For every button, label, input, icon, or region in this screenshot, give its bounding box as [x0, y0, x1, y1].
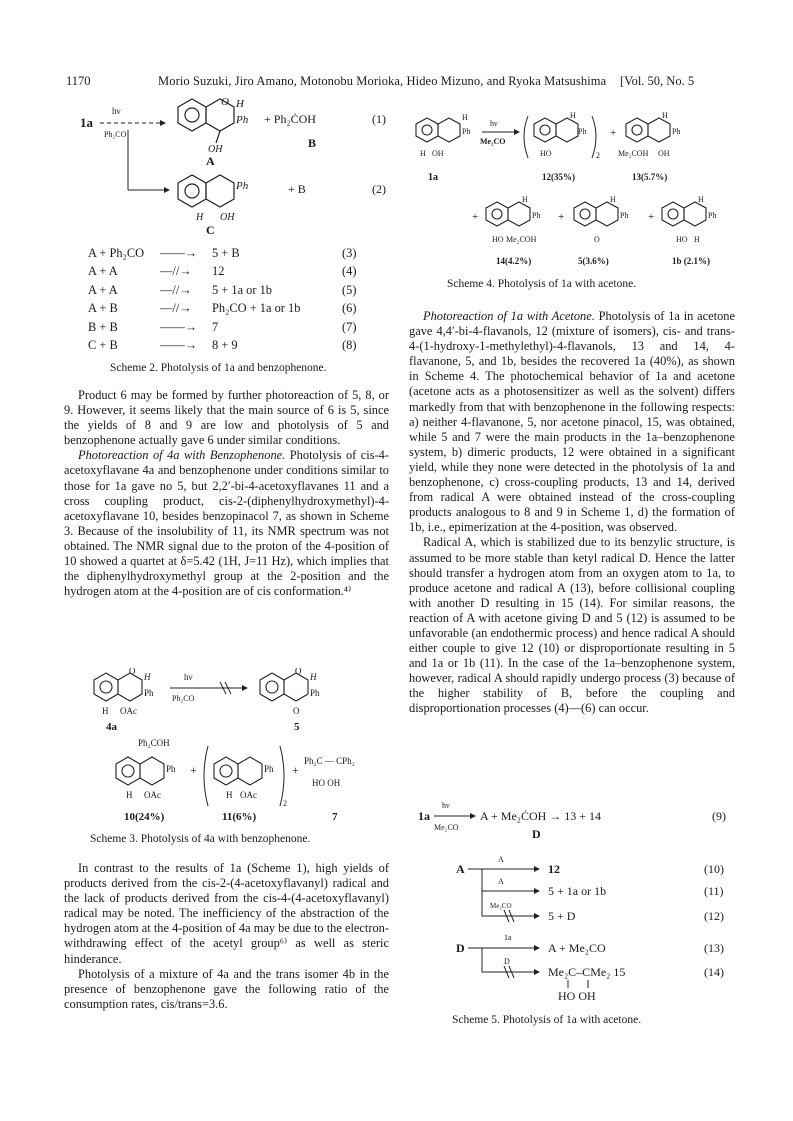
svg-text:O: O: [129, 668, 136, 676]
svg-text:Ph₂CO: Ph₂CO: [104, 130, 127, 139]
equation-5: A + A —//→ 5 + 1a or 1b (5): [88, 282, 357, 297]
equation-6: A + B —//→ Ph₂CO + 1a or 1b (6): [88, 301, 357, 316]
svg-text:Ph: Ph: [236, 114, 249, 126]
svg-text:A: A: [498, 877, 504, 886]
equation-8: C + B ——→ 8 + 9 (8): [88, 337, 357, 352]
svg-text:H: H: [126, 790, 133, 800]
paragraph-product-6: Product 6 may be formed by further photoreaction of 5, 8, or 9. However, it seems likely that the main source of 6 is 5, since the yields of 8 and 9 are low and photolysis of 5 and benzophenone actually gave 6 under similar conditions.: [64, 388, 389, 448]
svg-text:A: A: [206, 154, 215, 168]
structure-1a: [416, 118, 460, 142]
scheme2-start-label: 1a: [80, 115, 93, 130]
scheme-3-caption: Scheme 3. Photolysis of 4a with benzophenone.: [90, 833, 311, 845]
running-volume: [Vol. 50, No. 5: [620, 74, 695, 88]
section-title-4a: Photoreaction of 4a with Benzophenone.: [78, 448, 286, 463]
svg-text:A + Me₂CO: A + Me₂CO: [548, 941, 606, 955]
svg-text:Ph₂C — CPh₂: Ph₂C — CPh₂: [304, 756, 355, 766]
svg-text:A: A: [456, 862, 465, 876]
equation-4: A + A —//→ 12 (4): [88, 264, 357, 279]
svg-text:OH: OH: [432, 149, 444, 158]
svg-text:OAc: OAc: [240, 790, 257, 800]
svg-text:H: H: [196, 212, 204, 223]
equation-3: A + Ph₂CO ——→ 5 + B (3): [88, 246, 357, 260]
svg-text:H: H: [102, 706, 109, 716]
svg-text:+: +: [472, 211, 479, 223]
svg-text:(2): (2): [372, 182, 386, 196]
svg-text:Ph₂CO: Ph₂CO: [172, 694, 195, 703]
svg-text:B: B: [308, 136, 317, 150]
svg-text:1a: 1a: [418, 809, 430, 823]
svg-text:5 + 1a or 1b: 5 + 1a or 1b: [548, 884, 607, 898]
svg-text:H: H: [570, 111, 576, 120]
svg-text:Ph: Ph: [144, 688, 154, 698]
svg-text:HO: HO: [492, 235, 504, 244]
structure-1b: [662, 202, 706, 226]
left-column-text-1: [64, 388, 389, 599]
svg-text:+ Ph₂ĊOH: + Ph₂ĊOH: [264, 112, 316, 126]
svg-text:H: H: [610, 195, 616, 204]
svg-text:1a: 1a: [504, 933, 512, 942]
svg-text:Me₂COH: Me₂COH: [618, 149, 649, 158]
paragraph-radical-A: Radical A, which is stabilized due to its benzylic structure, is assumed to be more stable than ketyl radical D. Hence the latter should transfer a hydrogen atom from an oxygen atom to 1a, to produce acetone and radical A (13), before collisional coupling with another D resulting in 15 (14). For similar reasons, the reaction of A with acetone giving D and 5 (12) is assumed to be unfavorable (an endothermic process) and hence radical A should either couple to give 12 (10) or disproportionate resulting in 5 and 1a or 1b (11). In the case of the 1a–benzophenone system, however, radical A should rapidly undergo process (3) because of the higher stability of B, before the coupling and disproportionation processes (4)—(6) can occur.: [409, 535, 735, 716]
svg-text:Me₂C–CMe₂ 15: Me₂C–CMe₂ 15: [548, 965, 626, 979]
svg-text:H: H: [144, 672, 151, 682]
svg-text:10(24%): 10(24%): [124, 811, 165, 823]
svg-text:H: H: [236, 98, 244, 110]
svg-text:H: H: [694, 235, 700, 244]
svg-text:(9): (9): [712, 809, 726, 823]
svg-text:H: H: [662, 111, 668, 120]
svg-text:4a: 4a: [106, 721, 117, 733]
svg-text:Ph: Ph: [310, 688, 320, 698]
svg-text:OH: OH: [220, 212, 235, 223]
svg-text:hν: hν: [112, 106, 121, 116]
svg-text:Ph: Ph: [236, 180, 249, 192]
svg-text:hν: hν: [490, 119, 498, 128]
structure-5: [260, 673, 308, 701]
scheme-2-diagram: [60, 95, 400, 235]
paragraph-contrast: In contrast to the results of 1a (Scheme 1), high yields of products derived from the cis-2-(4-acetoxyflavanyl) radical and the lack of products derived from the cis-4-(4-acetoxyflavanyl) radical may be noted. The inefficiency of the abstraction of the hydrogen atom at the 4-position of 4a may be due to the electron-withdrawing effect of the acetyl group⁶⁾ as well as steric hinderance.: [64, 861, 389, 966]
scheme-5-diagram: [410, 798, 740, 1008]
right-column-text: [409, 309, 735, 717]
scheme-5-caption: Scheme 5. Photolysis of 1a with acetone.: [452, 1014, 642, 1026]
svg-text:5(3.6%): 5(3.6%): [578, 256, 609, 266]
svg-text:HO: HO: [676, 235, 688, 244]
svg-text:HO: HO: [540, 149, 552, 158]
svg-text:OH: OH: [208, 144, 223, 155]
structure-4a: [94, 673, 142, 701]
svg-text:(11): (11): [704, 884, 724, 898]
svg-text:Me₂COH: Me₂COH: [506, 235, 537, 244]
svg-text:+ B: + B: [288, 182, 306, 196]
svg-text:Ph: Ph: [462, 127, 471, 136]
svg-text:14(4.2%): 14(4.2%): [496, 256, 532, 266]
svg-text:+: +: [610, 127, 617, 139]
structure-12: [534, 118, 578, 142]
svg-text:OAc: OAc: [144, 790, 161, 800]
svg-text:Me₂CO: Me₂CO: [480, 137, 506, 146]
svg-text:Ph: Ph: [578, 127, 587, 136]
svg-text:12: 12: [548, 862, 560, 876]
svg-text:Me₂CO: Me₂CO: [490, 902, 512, 910]
svg-text:Ph: Ph: [620, 211, 629, 220]
svg-text:2: 2: [596, 151, 600, 160]
svg-text:A + Me₂ĊOH → 13 + 14: A + Me₂ĊOH → 13 + 14: [480, 809, 602, 823]
structure-C: [178, 175, 234, 207]
structure-11: [214, 757, 262, 785]
running-authors: Morio Suzuki, Jiro Amano, Motonobu Morioka, Hideo Mizuno, and Ryoka Matsushima: [158, 74, 607, 88]
svg-text:Ph₂COH: Ph₂COH: [138, 738, 170, 748]
scheme-3-diagram: [80, 668, 390, 828]
svg-text:1a: 1a: [428, 172, 438, 183]
svg-text:D: D: [504, 957, 510, 966]
svg-text:Ph: Ph: [672, 127, 681, 136]
equation-7: B + B ——→ 7 (7): [88, 319, 357, 334]
left-column-text-2: [64, 861, 389, 1012]
section-title-acetone: Photoreaction of 1a with Acetone.: [423, 309, 595, 323]
svg-text:11(6%): 11(6%): [222, 811, 257, 823]
svg-text:(13): (13): [704, 941, 724, 955]
page-number: 1170: [66, 74, 91, 88]
svg-text:Ph: Ph: [532, 211, 541, 220]
svg-text:O: O: [293, 706, 300, 716]
scheme-4-caption: Scheme 4. Photolysis of 1a with acetone.: [447, 278, 637, 290]
svg-text:+: +: [190, 763, 197, 777]
svg-text:A: A: [498, 855, 504, 864]
svg-text:H: H: [420, 149, 426, 158]
svg-text:D: D: [456, 941, 465, 955]
svg-text:H: H: [226, 790, 233, 800]
svg-text:C: C: [206, 223, 215, 235]
svg-text:+: +: [648, 211, 655, 223]
svg-text:(12): (12): [704, 909, 724, 923]
svg-text:OH: OH: [658, 149, 670, 158]
svg-text:2: 2: [283, 799, 287, 808]
svg-text:Me₂CO: Me₂CO: [434, 823, 459, 832]
svg-text:OAc: OAc: [120, 706, 137, 716]
svg-text:5 + D: 5 + D: [548, 909, 576, 923]
svg-text:(10): (10): [704, 862, 724, 876]
scheme-2-caption: Scheme 2. Photolysis of 1a and benzophenone.: [110, 362, 327, 374]
svg-text:(1): (1): [372, 112, 386, 126]
svg-text:D: D: [532, 827, 541, 841]
svg-text:HO OH: HO OH: [312, 778, 341, 788]
structure-14: [486, 202, 530, 226]
svg-text:H: H: [522, 195, 528, 204]
svg-text:(14): (14): [704, 965, 724, 979]
svg-text:hν: hν: [184, 672, 193, 682]
scheme-4-diagram: [410, 108, 740, 278]
structure-10: [116, 757, 164, 785]
structure-13: [626, 118, 670, 142]
svg-text:+: +: [558, 211, 565, 223]
svg-text:13(5.7%): 13(5.7%): [632, 172, 668, 182]
paragraph-mixture: Photolysis of a mixture of 4a and the trans isomer 4b in the presence of benzophenone gave the following ratio of the consumption rates, cis/trans=3.6.: [64, 966, 389, 1011]
structure-5-s4: [574, 202, 618, 226]
svg-text:Ph: Ph: [264, 764, 274, 774]
svg-text:Ph: Ph: [166, 764, 176, 774]
svg-text:O: O: [221, 96, 229, 108]
svg-text:12(35%): 12(35%): [542, 172, 575, 182]
scheme-2-equations: [88, 246, 388, 356]
paragraph-4a-benzophenone: Photolysis of cis-4-acetoxyflavane 4a and benzophenone under conditions similar to those for 1a gave no 5, but 2,2′-bi-4-acetoxyflavanes 11 and a cross coupling product, cis-2-(diphenylhydroxymethyl)-4-acetoxyflavane 10, besides benzopinacol 7, as shown in Scheme 3. Because of the insolubility of 11, its NMR spectrum was not obtained. The NMR signal due to the proton of the 4-position of 10 showed a quartet at δ=5.42 (1H, J=11 Hz), which implies that the diphenylhydroxymethyl group at the 2-position and the hydrogen atom at the 4-position are of cis conformation.⁴⁾: [64, 448, 389, 599]
svg-text:hν: hν: [442, 801, 450, 810]
svg-text:5: 5: [294, 721, 300, 733]
svg-text:HO OH: HO OH: [558, 989, 596, 1003]
svg-text:H: H: [462, 113, 468, 122]
svg-text:O: O: [295, 668, 302, 676]
svg-text:7: 7: [332, 811, 338, 823]
paragraph-acetone: Photolysis of 1a in acetone gave 4,4′-bi-4-flavanols, 12 (mixture of isomers), cis- and trans-4-(1-hydroxy-1-methylethyl)-4-flavanols, 13 and 14, 4-flavanone, 5, and 1b, besides the recovered 1a (40%), as shown in Scheme 4. The photochemical behavior of 1a and acetone (acetone acts as a photosensitizer as well as the solvent) differs markedly from that with benzophenone in the following respects: a) neither 4-flavanone, 5, nor acetone pinacol, 15, was obtained, while 5 and 7 were the main products in the 1a–benzophenone system, b) dimeric products, 12 were obtained in a significant yield, while they none were detected in the photolysis of 1a and benzophenone, c) cross-coupling products, 13 and 14, derived from radical A were obtained instead of the cross-coupling products analogous to 8 and 9 in Scheme 1, d) the formation of 1b, i.e., epimerization at the 4-position, was observed.: [409, 309, 735, 535]
svg-text:1b (2.1%): 1b (2.1%): [672, 256, 710, 266]
svg-text:H: H: [310, 672, 317, 682]
svg-text:H: H: [698, 195, 704, 204]
svg-text:Ph: Ph: [708, 211, 717, 220]
svg-text:+: +: [292, 763, 299, 777]
svg-text:O: O: [594, 235, 600, 244]
